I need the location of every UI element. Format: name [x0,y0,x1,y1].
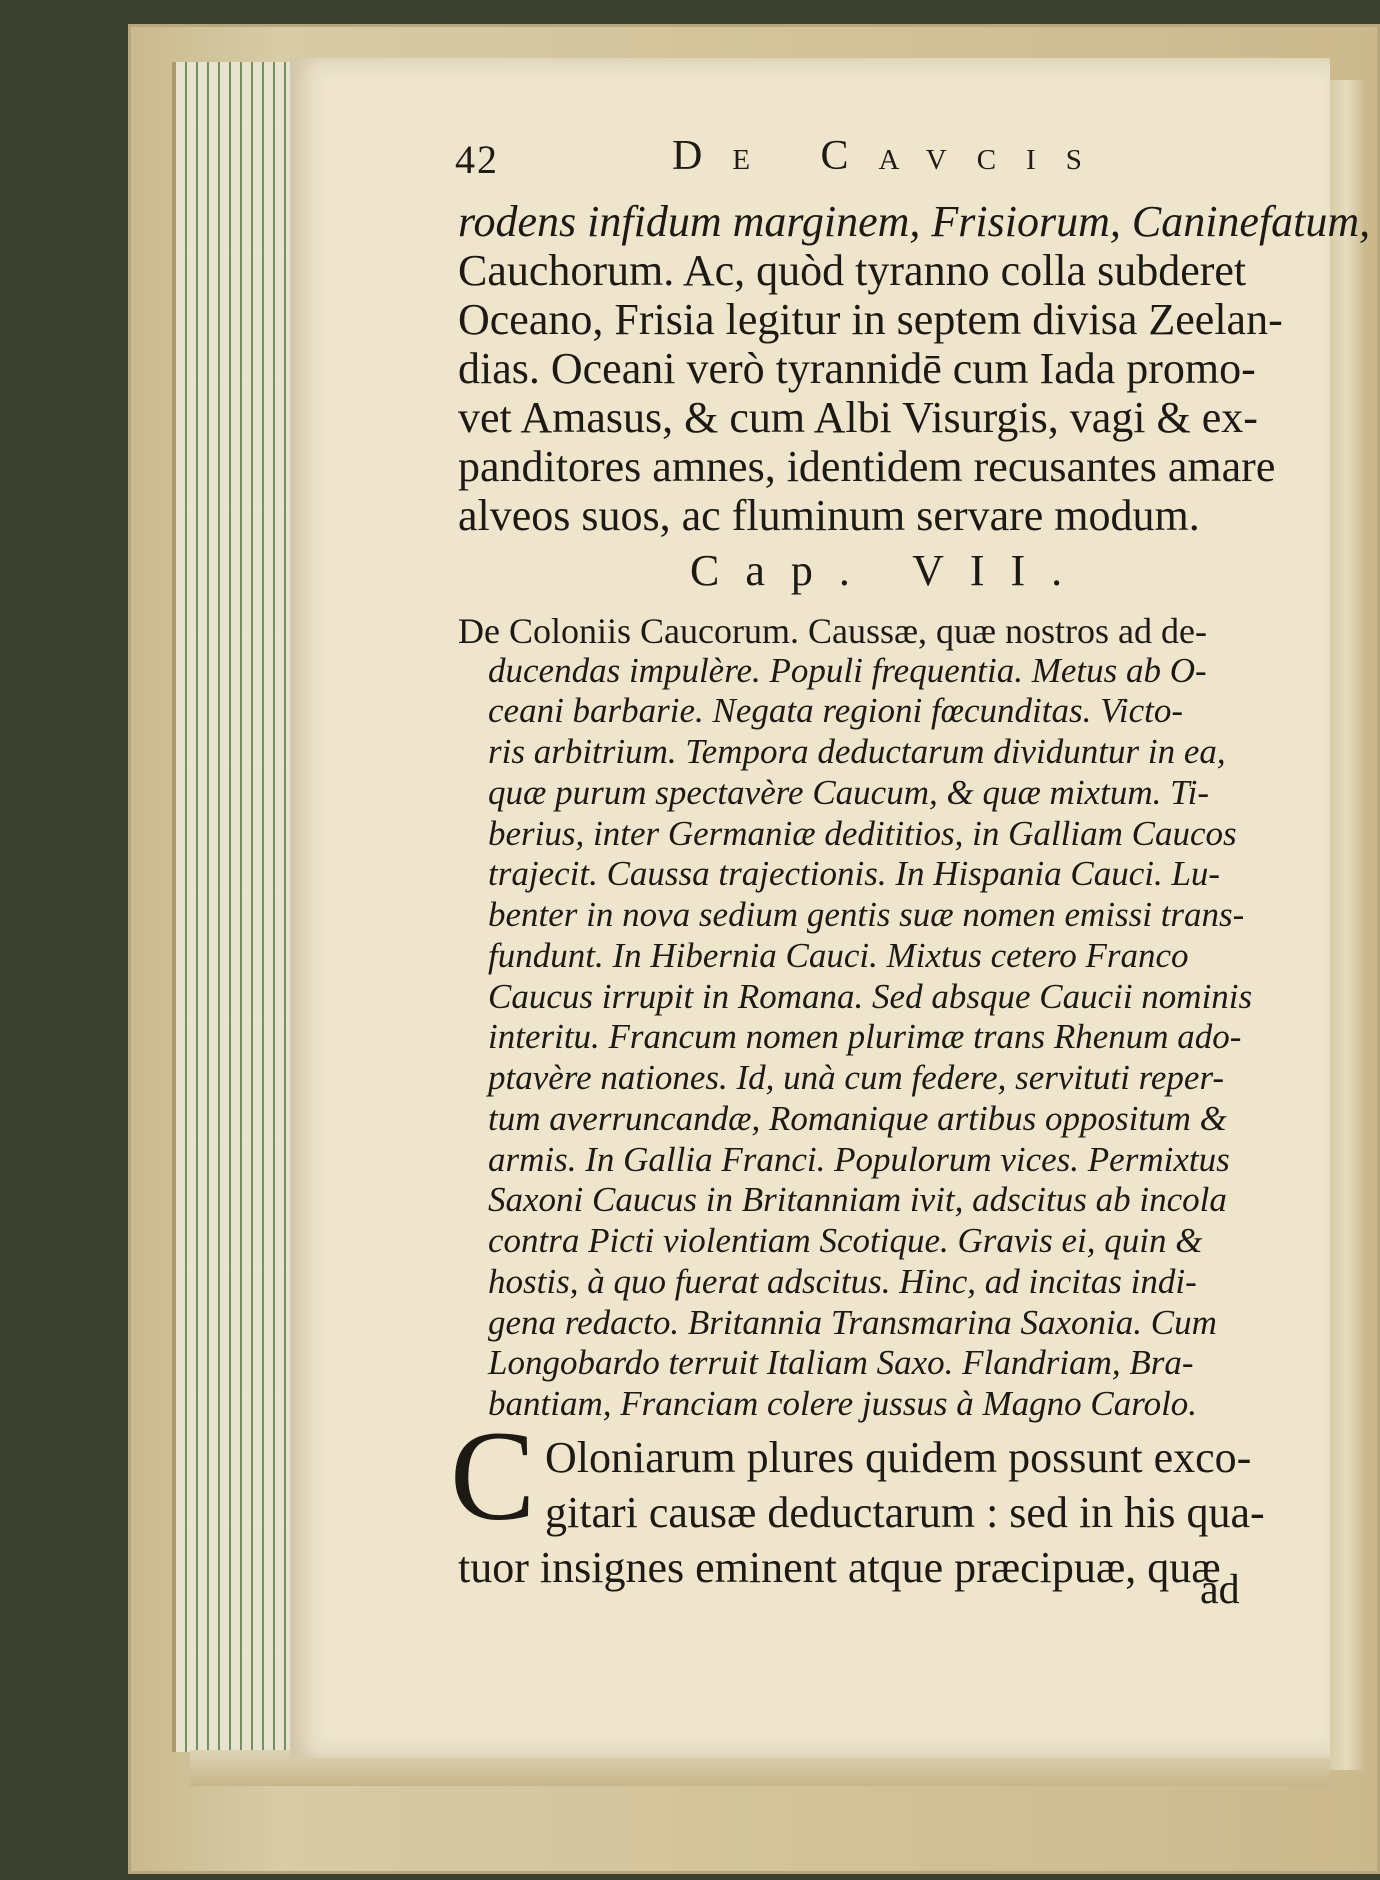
text-line: Oceano, Frisia legitur in septem divisa Zeelan- [458,295,1283,344]
summary-line: fundunt. In Hibernia Cauci. Mixtus cetero Franco [488,936,1189,975]
drop-cap: C [450,1405,536,1547]
summary-line: tum averruncandæ, Romanique artibus oppositum & [488,1099,1227,1138]
running-header [455,132,1255,190]
summary-line: gena redacto. Britannia Transmarina Saxonia. Cum [488,1303,1217,1342]
text-line: vet Amasus, & cum Albi Visurgis, vagi & ex- [458,393,1258,442]
chapter-title: Cap. VII. [690,546,1089,595]
page-number: 42 [455,137,499,182]
summary-line: quæ purum spectavère Caucum, & quæ mixtum. Ti- [488,773,1210,812]
summary-line: benter in nova sedium gentis suæ nomen emissi trans- [488,895,1245,934]
right-cover-edge [1330,80,1364,1770]
summary-line: ducendas impulère. Populi frequentia. Metus ab O- [488,651,1207,690]
summary-line: ris arbitrium. Tempora deductarum dividuntur in ea, [488,732,1226,771]
summary-line: hostis, à quo fuerat adscitus. Hinc, ad incitas indi- [488,1262,1197,1301]
summary-line: ceani barbarie. Negata regioni fœcunditas. Victo- [488,691,1184,730]
running-title: De Cavcis [672,133,1112,179]
text-line: dias. Oceani verò tyrannidē cum Iada promo- [458,344,1256,393]
text-line: tuor insignes eminent atque præcipuæ, quæ [458,1543,1221,1592]
summary-line: Caucus irrupit in Romana. Sed absque Caucii nominis [488,977,1253,1016]
catchword: ad [1200,1567,1240,1613]
text-line: alveos suos, ac fluminum servare modum. [458,491,1200,540]
summary-line: Longobardo terruit Italiam Saxo. Flandriam, Bra- [488,1343,1194,1382]
text-line: Oloniarum plures quidem possunt exco- [545,1433,1252,1482]
summary-line: Saxoni Caucus in Britanniam ivit, adscitus ab incola [488,1180,1227,1219]
text-line: gitari causæ deductarum : sed in his qua- [545,1488,1265,1537]
summary-line: berius, inter Germaniæ dedititios, in Galliam Caucos [488,814,1237,853]
summary-line: ptavère nationes. Id, unà cum federe, servituti reper- [488,1058,1225,1097]
text-line: rodens infidum marginem, Frisiorum, Caninefatum, [458,197,1371,246]
summary-line: trajecit. Caussa trajectionis. In Hispania Cauci. Lu- [488,854,1221,893]
text-line: panditores amnes, identidem recusantes amare [458,442,1276,491]
summary-line: bantiam, Franciam colere jussus à Magno Carolo. [488,1384,1198,1423]
summary-line: De Coloniis Caucorum. Caussæ, quæ nostros ad de- [458,611,1207,651]
summary-line: interitu. Francum nomen plurimæ trans Rhenum ado- [488,1017,1242,1056]
summary-line: contra Picti violentiam Scotique. Gravis ei, quin & [488,1221,1203,1260]
page-edges [172,62,294,1752]
summary-line: armis. In Gallia Franci. Populorum vices. Permixtus [488,1140,1230,1179]
text-line: Cauchorum. Ac, quòd tyranno colla subderet [458,246,1247,295]
